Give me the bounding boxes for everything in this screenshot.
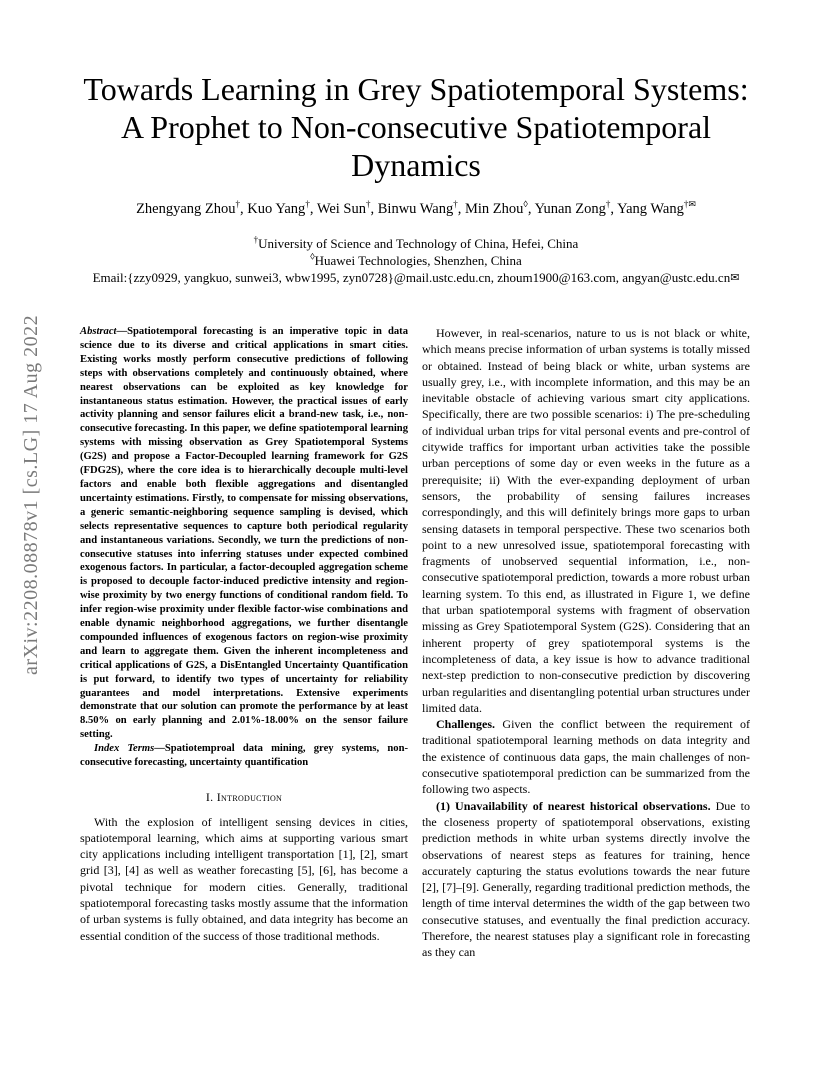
author-mark: † [235,199,241,210]
author-mark: † [305,199,310,210]
challenges-paragraph [422,716,750,797]
challenge-1-paragraph [422,798,750,961]
challenge-1-label: (1) Unavailability of nearest historical observations. [436,798,711,813]
affiliation-text: University of Science and Technology of China, Hefei, China [258,236,579,251]
index-terms-text: —Spatiotemproal data mining, grey systems, non-consecutive forecasting, uncertainty quantification [80,743,408,769]
email-addresses: Email:{zzy0929, yangkuo, sunwei3, wbw1995, zyn0728}@mail.ustc.edu.cn, zhoum1900@163.com, angyan@ustc.edu.cn [92,270,731,285]
affiliation-mark: † [253,234,259,245]
author-name: Binwu Wang [377,201,454,217]
email-line [60,269,772,287]
paper-title [60,70,772,184]
author-list: Zhengyang Zhou†, Kuo Yang†, Wei Sun†, Binwu Wang†, Min Zhou◊, Yunan Zong†, Yang Wang†✉ [136,199,696,217]
affiliation-mark: ◊ [310,251,315,262]
abstract-text: —Spatiotemporal forecasting is an imperative topic in data science due to its diverse and critical applications in smart cities. Existing works mostly perform consecutive predictions of following steps with observations completely and continuously obtained, where nearest observations can be exploited as key knowledge for instantaneous status estimation. However, the practical issues of early activity planning and sensor failures elicit a brand-new task, i.e., non-consecutive forecasting. In this paper, we define spatiotemporal learning systems with missing observation as Grey Spatiotemporal Systems (G2S) and propose a Factor-Decoupled learning framework for G2S (FDG2S), where the core idea is to hierarchically decouple multi-level factors and enable both flexible aggregations and disentangled uncertainty estimations. Firstly, to compensate for missing observations, a generic semantic-neighboring sequence sampling is devised, which selects representative sequences to capture both periodical regularity and instantaneous variations. Secondly, we turn the predictions of non-consecutive statuses into inferring statuses under expected combined exogenous factors. In particular, a factor-decoupled aggregation scheme is proposed to decouple factor-induced predictive intensity and region-wise proximity by two energy functions of conditional random field. To infer region-wise proximity under flexible factor-wise combinations and enable dynamic neighborhood aggregations, we further disentangle compounded influences of exogenous factors on region-wise proximity and learn to aggregate them. Given the inherent incompleteness and critical applications of G2S, a DisEntangled Uncertainty Quantification is put forward, to identify two types of uncertainty for reliability guarantees and model interpretations. Extensive experiments demonstrate that our solution can promote the performance by at least 8.50% on early planning and 2.01%-18.00% on the sensor failure setting. [80,326,408,741]
affiliation-text: Huawei Technologies, Shenzhen, China [314,253,522,268]
challenges-label: Challenges. [436,717,496,732]
abstract [80,325,408,742]
author-mark: † [453,199,458,210]
envelope-icon: ✉ [730,272,740,284]
author-name: Min Zhou [465,201,524,217]
right-column [422,325,750,961]
left-column [80,325,408,944]
arxiv-identifier: arXiv:2208.08878v1 [cs.LG] 17 Aug 2022 [20,314,42,676]
title-line: Dynamics [351,147,481,183]
body-paragraph: However, in real-scenarios, nature to us is not black or white, which means precise information of urban systems is totally missed or obtained. Instead of being black or white, urban systems are usually grey, i.e., with incomplete information, and this may be an inevitable obstacle of achieving various smart city applications. Specifically, there are two possible scenarios: i) The pre-scheduling of individual urban trips for vital personal events and pre-control of citywide traffics for important urban activities take the possible urban perceptions of some day or even weeks in the future as a prerequisite; ii) With the ever-expanding deployment of urban sensors, the probability of sensing failures increases correspondingly, and this will definitely brings more gaps to urban sensing datasets in temporal perspective. These two scenarios both point to a new unresolved issue, spatiotemporal forecasting with fragments of unobserved sequential information, i.e., non-consecutive spatiotemporal prediction, towards a more robust urban learning system. To this end, as illustrated in Figure 1, we define that urban spatiotemporal systems with fragment of observation missing as Grey Spatiotemporal System (G2S). Considering that an inherent property of grey spatiotemporal systems is the incompleteness of data, a key issue is how to advance traditional next-step prediction to non-consecutive prediction by discovering urban regularities and disentangling potential urban structures under limited data. [422,326,750,715]
affiliation-huawei [60,252,772,269]
affiliation-ustc [60,235,772,252]
title-line: A Prophet to Non-consecutive Spatiotemporal [120,109,712,145]
title-line: Towards Learning in Grey Spatiotemporal Systems: [83,71,749,107]
author-name: Yunan Zong [534,201,606,217]
author-name: Yang Wang [617,201,684,217]
affiliations [60,235,772,287]
index-terms [80,742,408,770]
author-name: Zhengyang Zhou [136,201,236,217]
abstract-label: Abstract [80,326,117,337]
section-heading-introduction: I. Introduction [205,790,283,804]
author-name: Wei Sun [316,201,366,217]
author-mark: † [605,199,611,210]
author-name: Kuo Yang [247,201,306,217]
author-mark: ◊ [523,199,528,210]
challenge-1-text: Due to the closeness property of spatiotemporal observations, existing prediction methods in white urban systems directly involve the observations of nearest steps as features for training, hence accurately capturing the status evolutions towards the near future [2], [7]–[9]. Generally, regarding traditional prediction methods, the length of time interval determines the width of the gap between two consecutive statuses, and eventually the final prediction accuracy. Therefore, the nearest statuses play a significant role in forecasting as they can [422,798,751,960]
intro-paragraph: With the explosion of intelligent sensing devices in cities, spatiotemporal learning, which aims at supporting various smart city applications including intelligent transportation [1], [2], smart grid [3], [4] as well as weather forecasting [5], [6], has become a pivotal technique for modern cities. Generally, traditional spatiotemporal forecasting tasks mostly assume that the information of urban systems is fully obtained, and data integrity has become an essential condition of the success of those traditional methods. [80,814,408,943]
author-mark: †✉ [683,199,696,210]
index-terms-label: Index Terms [94,743,155,755]
author-mark: † [366,199,371,210]
challenges-text: Given the conflict between the requirement of traditional spatiotemporal learning methods on data integrity and the existence of continuous data gaps, the main challenges of non-consecutive spatiotemporal prediction can be summarized from the following two aspects. [422,717,750,797]
